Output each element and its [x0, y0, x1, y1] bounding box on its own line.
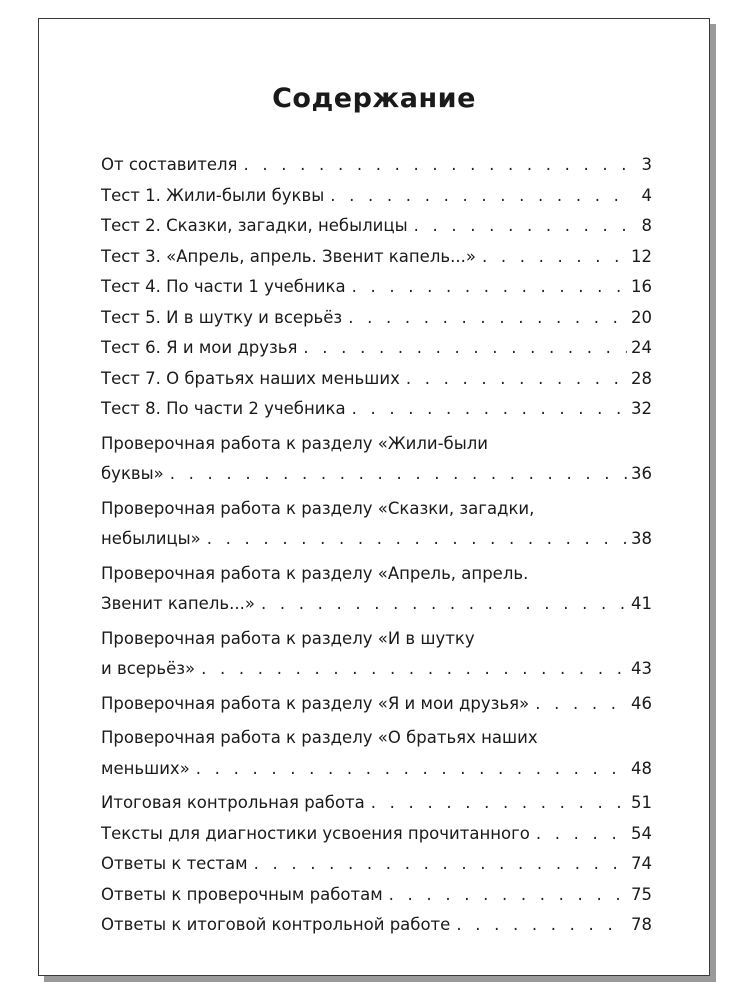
- toc-entry-title-line: Проверочная работа к разделу «И в шутку: [101, 628, 475, 648]
- dot-leader: [371, 788, 627, 819]
- toc-entry-row: [101, 181, 652, 212]
- toc-entry-title: небылицы»: [101, 529, 201, 548]
- toc-entry: [101, 624, 652, 685]
- toc-entry-title: Тест 5. И в шутку и всерьёз: [101, 307, 343, 327]
- toc-page-number: 74: [631, 854, 652, 873]
- toc-entry-title-line: Проверочная работа к разделу «Жили-были: [101, 433, 489, 453]
- toc-entry: [101, 494, 652, 555]
- toc-entry-title: Тест 2. Сказки, загадки, небылицы: [101, 216, 408, 235]
- dot-leader: [352, 272, 627, 303]
- toc-entry: [101, 333, 652, 364]
- toc-entry-title: Звенит капель...»: [101, 594, 255, 613]
- toc-entry-title: Тест 6. Я и мои друзья: [101, 338, 298, 357]
- toc-entry-row: [101, 303, 652, 334]
- toc-entry: [101, 211, 652, 242]
- toc-page-number: 8: [641, 216, 652, 235]
- toc-entry-title: меньших»: [101, 758, 190, 778]
- toc-entry-title: Ответы к проверочным работам: [101, 884, 383, 904]
- book-page: [38, 18, 710, 976]
- toc-entry-title: и всерьёз»: [101, 659, 196, 678]
- dot-leader: [406, 364, 627, 395]
- toc-entry: [101, 394, 652, 425]
- toc-entry-title: Итоговая контрольная работа: [101, 793, 365, 812]
- toc-entry-row: [101, 524, 652, 555]
- dot-leader: [414, 211, 628, 242]
- toc-entry: [101, 788, 652, 819]
- toc-entry: [101, 364, 652, 395]
- dot-leader: [196, 754, 627, 785]
- toc-entry-title: Тест 8. По части 2 учебника: [101, 399, 346, 418]
- toc-entry-row: [101, 754, 652, 785]
- toc-page-number: 48: [631, 758, 652, 778]
- dot-leader: [170, 459, 627, 490]
- toc-page-number: 75: [631, 884, 652, 904]
- toc-entry-row: [101, 849, 652, 880]
- toc-entry: [101, 689, 652, 720]
- toc-page-number: 16: [631, 277, 652, 296]
- toc-entry-row: [101, 910, 652, 941]
- toc-entry: [101, 429, 652, 490]
- toc-entry-row: [101, 459, 652, 490]
- toc-page-number: 3: [641, 155, 652, 174]
- toc-entry-title: Ответы к тестам: [101, 854, 248, 873]
- dot-leader: [261, 589, 627, 620]
- dot-leader: [348, 303, 627, 334]
- toc-entry-title: Тест 4. По части 1 учебника: [101, 277, 346, 296]
- toc-entry: [101, 849, 652, 880]
- toc-entry-title: Проверочная работа к разделу «Я и мои друзья»: [101, 693, 530, 713]
- toc-entry-row: [101, 689, 652, 720]
- toc-entry: [101, 150, 652, 181]
- toc-entry-title: Тест 1. Жили-были буквы: [101, 185, 325, 205]
- toc-entry-row: [101, 242, 652, 273]
- dot-leader: [244, 150, 629, 181]
- toc-page-number: 43: [631, 659, 652, 678]
- toc-page-number: 12: [631, 246, 652, 266]
- toc-entry: [101, 272, 652, 303]
- toc-entry: [101, 819, 652, 850]
- dot-leader: [456, 910, 627, 941]
- toc-entry-row: [101, 150, 652, 181]
- toc-entry-title: Тест 3. «Апрель, апрель. Звенит капель...»: [101, 246, 476, 266]
- dot-leader: [352, 394, 627, 425]
- dot-leader: [330, 181, 628, 212]
- toc-entry-row: [101, 211, 652, 242]
- toc-entry-title-line: Проверочная работа к разделу «Апрель, апрель.: [101, 563, 529, 583]
- dot-leader: [535, 689, 627, 720]
- toc-entry-row: [101, 880, 652, 911]
- toc-page-number: 28: [631, 368, 652, 388]
- dot-leader: [303, 333, 627, 364]
- toc-page-number: 46: [631, 693, 652, 713]
- toc-entry-row: [101, 788, 652, 819]
- dot-leader: [482, 242, 627, 273]
- toc-page-number: 4: [641, 185, 652, 205]
- toc-page-number: 38: [631, 529, 652, 548]
- toc-entry: [101, 559, 652, 620]
- toc-page-number: 51: [631, 793, 652, 812]
- toc-page-number: 20: [631, 307, 652, 327]
- toc-page-number: 36: [631, 464, 652, 483]
- dot-leader: [201, 654, 627, 685]
- toc-entry-title: буквы»: [101, 464, 164, 483]
- toc-entry-row: [101, 589, 652, 620]
- dot-leader: [207, 524, 627, 555]
- table-of-contents: [101, 150, 652, 941]
- dot-leader: [254, 849, 627, 880]
- dot-leader: [536, 819, 627, 850]
- toc-entry-title-line: Проверочная работа к разделу «О братьях наших: [101, 728, 538, 747]
- toc-entry-title: Тест 7. О братьях наших меньших: [101, 368, 400, 388]
- toc-entry-row: [101, 819, 652, 850]
- toc-page-number: 32: [631, 399, 652, 418]
- toc-entry-row: [101, 394, 652, 425]
- toc-page-number: 41: [631, 594, 652, 613]
- toc-page-number: 78: [631, 915, 652, 934]
- toc-entry-row: [101, 654, 652, 685]
- toc-entry-title: Тексты для диагностики усвоения прочитанного: [101, 823, 530, 843]
- toc-entry: [101, 880, 652, 911]
- toc-entry-row: [101, 272, 652, 303]
- toc-entry: [101, 723, 652, 784]
- toc-page-number: 54: [631, 823, 652, 843]
- toc-entry: [101, 910, 652, 941]
- toc-entry-row: [101, 333, 652, 364]
- toc-entry-title: От составителя: [101, 155, 238, 174]
- dot-leader: [389, 880, 627, 911]
- toc-entry-title-line: Проверочная работа к разделу «Сказки, загадки,: [101, 498, 535, 518]
- toc-entry: [101, 303, 652, 334]
- toc-entry-title: Ответы к итоговой контрольной работе: [101, 915, 451, 934]
- page-title: Содержание: [272, 83, 476, 114]
- toc-entry: [101, 181, 652, 212]
- toc-page-number: 24: [631, 338, 652, 357]
- toc-entry: [101, 242, 652, 273]
- toc-entry-row: [101, 364, 652, 395]
